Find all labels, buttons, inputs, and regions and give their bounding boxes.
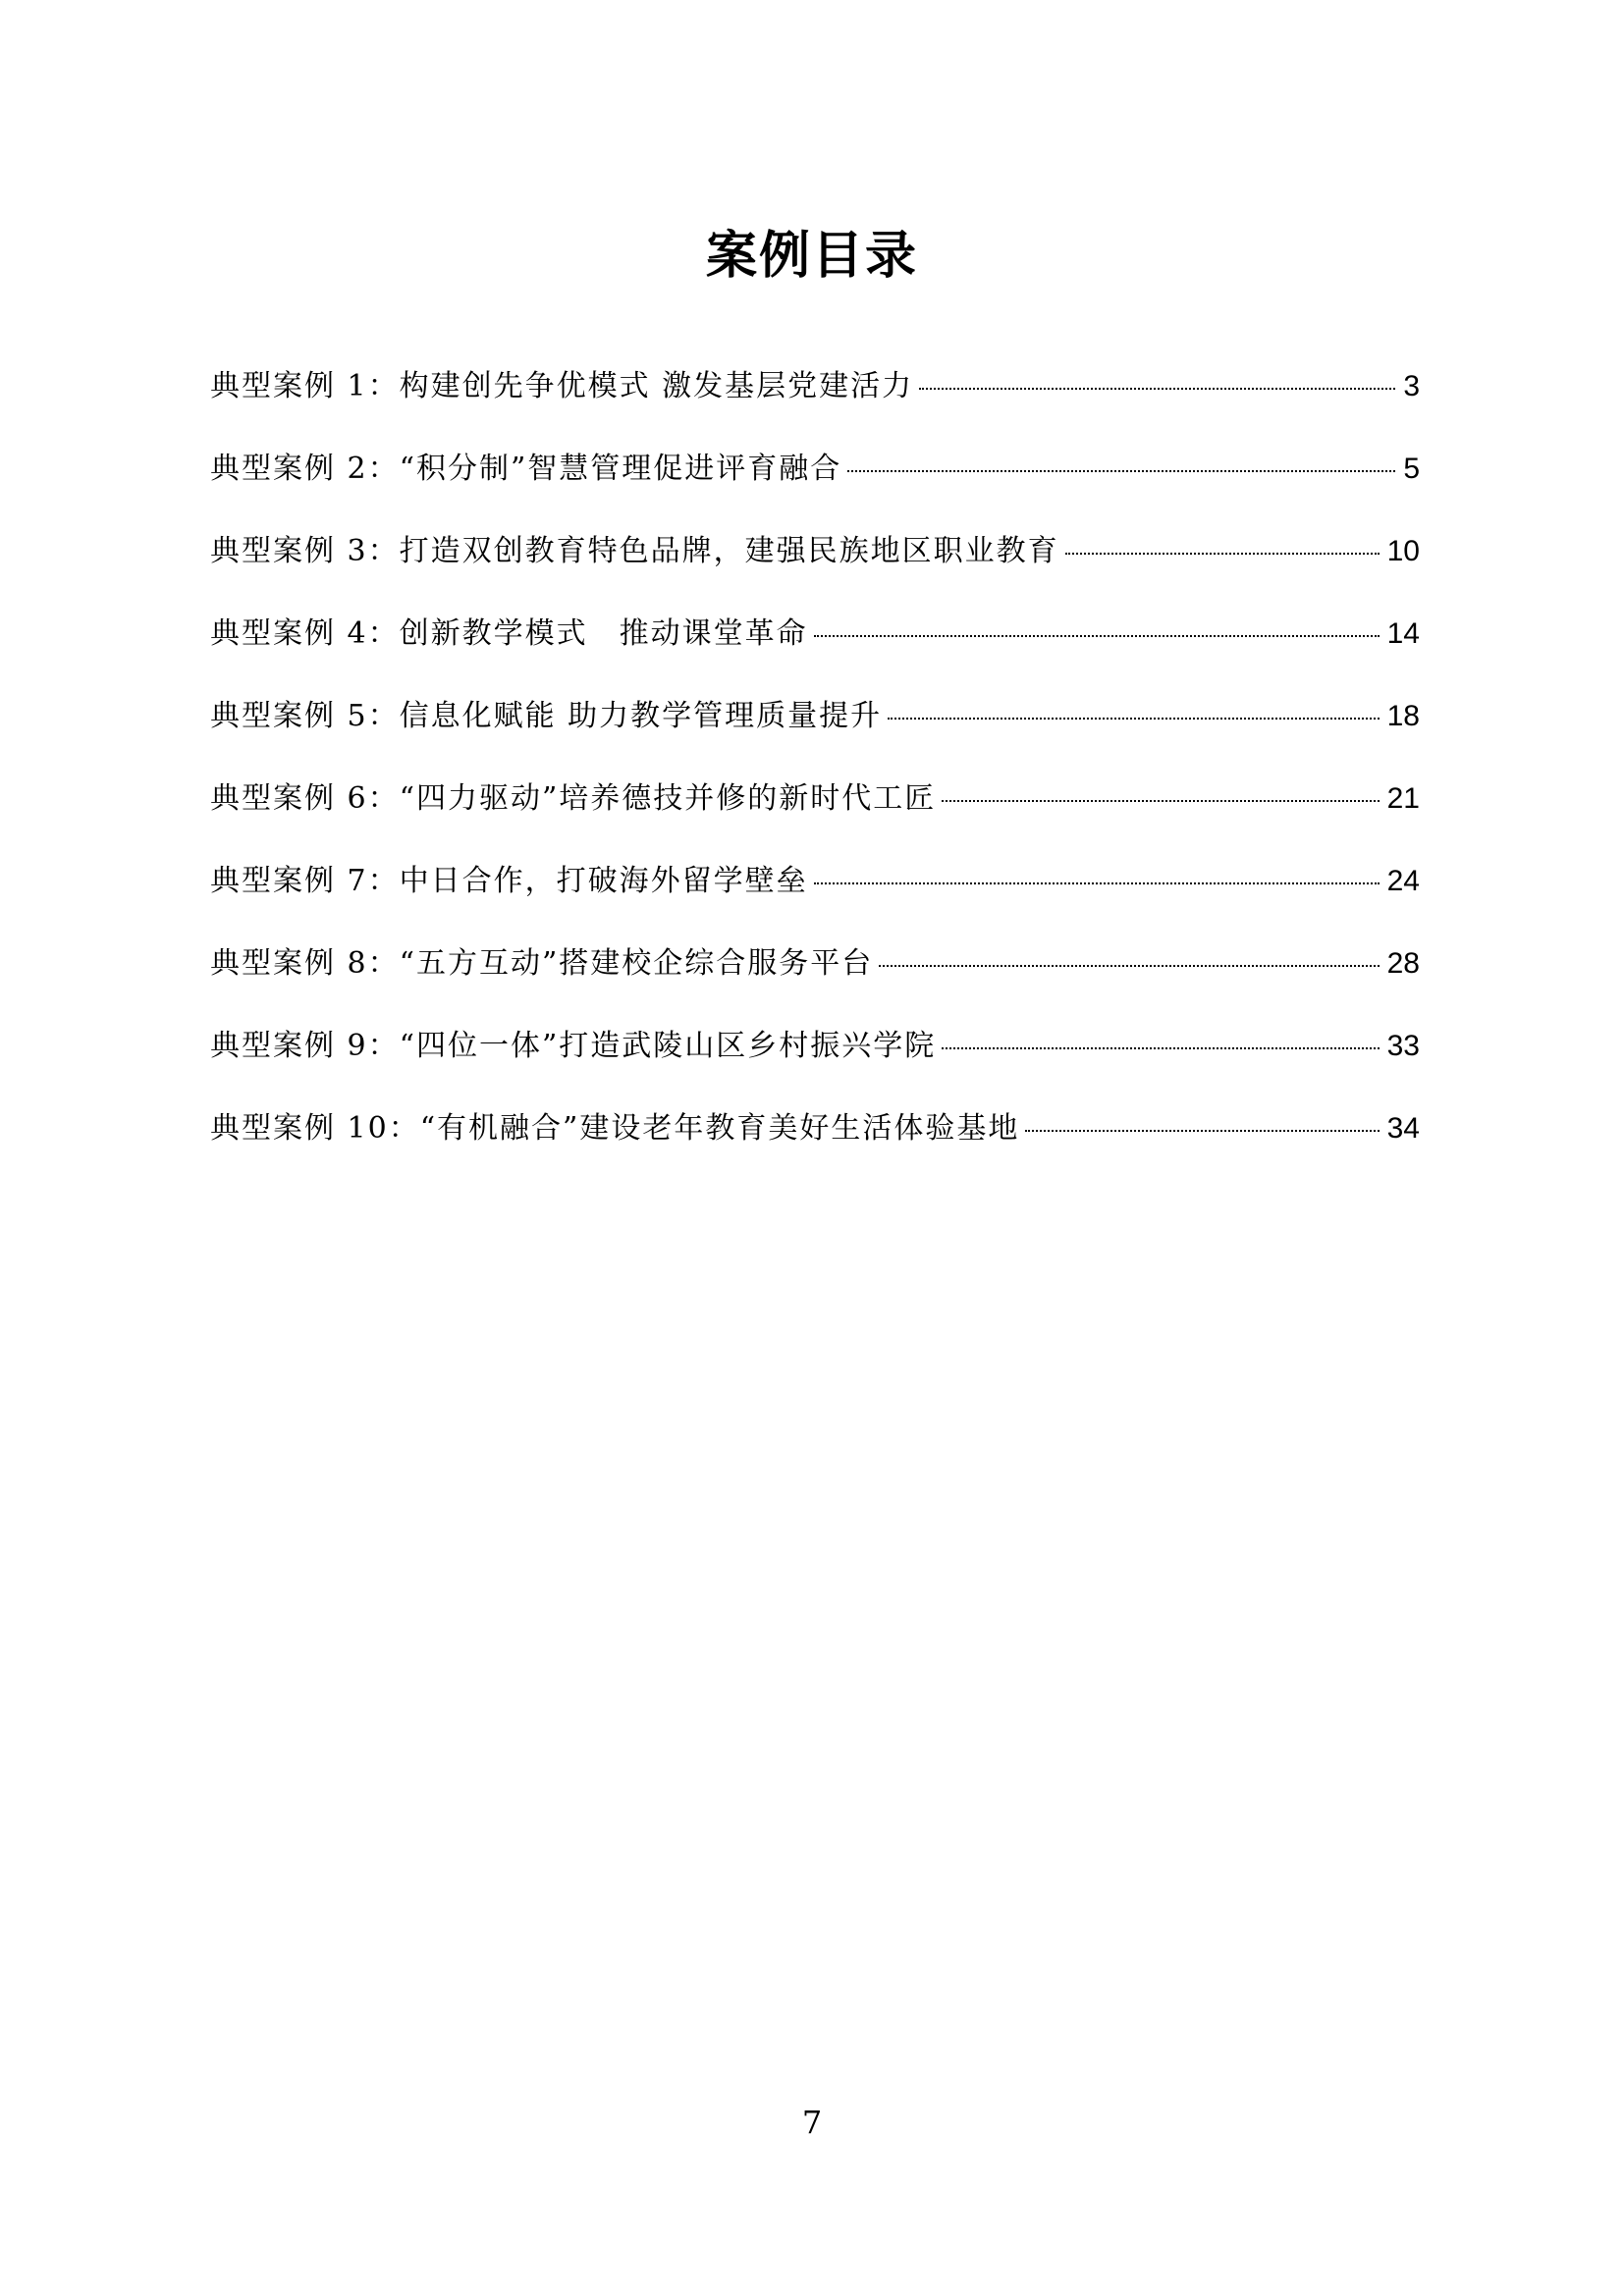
page-title: 案例目录	[705, 226, 918, 286]
toc-entry-page: 5	[1403, 453, 1420, 485]
dot-leader	[879, 965, 1379, 967]
toc-entry-5[interactable]	[210, 691, 1420, 774]
toc-entry-8[interactable]	[210, 938, 1420, 1021]
table-of-contents	[210, 361, 1420, 1186]
toc-entry-page: 33	[1386, 1030, 1420, 1062]
dot-leader	[814, 882, 1380, 884]
dot-leader	[942, 800, 1379, 802]
toc-entry-title: 典型案例 3：打造双创教育特色品牌，建强民族地区职业教育	[210, 534, 1059, 568]
toc-entry-title: 典型案例 4：创新教学模式 推动课堂革命	[210, 616, 808, 651]
dot-leader	[814, 635, 1380, 637]
dot-leader	[919, 388, 1395, 390]
toc-entry-10[interactable]	[210, 1103, 1420, 1186]
toc-entry-page: 21	[1386, 782, 1420, 815]
toc-entry-page: 24	[1386, 865, 1420, 897]
toc-entry-title: 典型案例 8：“五方互动”搭建校企综合服务平台	[210, 946, 874, 981]
dot-leader	[942, 1047, 1379, 1049]
toc-entry-page: 10	[1386, 535, 1420, 567]
toc-entry-9[interactable]	[210, 1021, 1420, 1103]
toc-entry-title: 典型案例 2：“积分制”智慧管理促进评育融合	[210, 452, 842, 486]
toc-entry-page: 18	[1386, 700, 1420, 732]
toc-entry-title: 典型案例 9：“四位一体”打造武陵山区乡村振兴学院	[210, 1029, 937, 1063]
toc-entry-page: 3	[1403, 370, 1420, 402]
toc-entry-2[interactable]	[210, 444, 1420, 526]
toc-entry-3[interactable]	[210, 526, 1420, 609]
toc-entry-1[interactable]	[210, 361, 1420, 444]
dot-leader	[1065, 553, 1380, 555]
toc-entry-7[interactable]	[210, 856, 1420, 938]
toc-entry-page: 34	[1386, 1112, 1420, 1145]
toc-entry-title: 典型案例 10：“有机融合”建设老年教育美好生活体验基地	[210, 1111, 1020, 1146]
toc-entry-title: 典型案例 5：信息化赋能 助力教学管理质量提升	[210, 699, 883, 733]
toc-entry-page: 28	[1386, 947, 1420, 980]
page-number: 7	[801, 2104, 823, 2141]
dot-leader	[847, 470, 1395, 472]
toc-entry-4[interactable]	[210, 609, 1420, 691]
toc-entry-6[interactable]	[210, 774, 1420, 856]
toc-entry-title: 典型案例 1：构建创先争优模式 激发基层党建活力	[210, 369, 914, 403]
dot-leader	[888, 718, 1379, 720]
dot-leader	[1025, 1130, 1379, 1132]
toc-entry-page: 14	[1386, 617, 1420, 650]
toc-entry-title: 典型案例 6：“四力驱动”培养德技并修的新时代工匠	[210, 781, 937, 816]
toc-entry-title: 典型案例 7：中日合作，打破海外留学壁垒	[210, 864, 808, 898]
